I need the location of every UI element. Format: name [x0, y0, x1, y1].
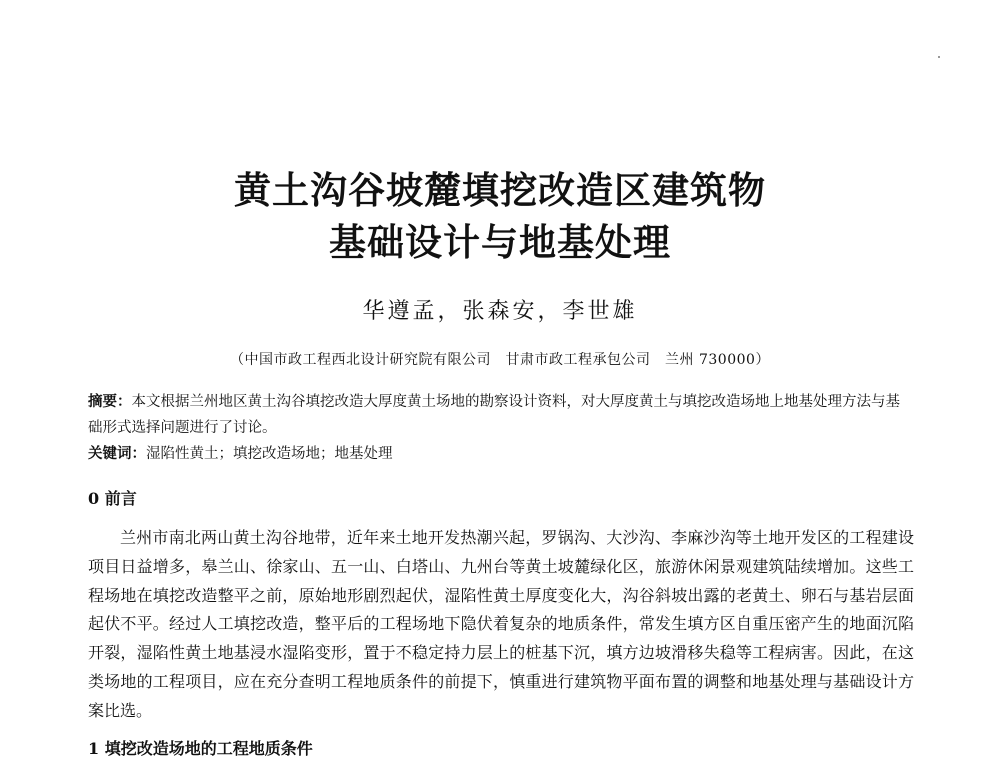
- authors: 华遵孟，张森安，李世雄: [362, 299, 638, 324]
- keywords-text: 湿陷性黄土；填挖改造场地；地基处理: [146, 446, 393, 462]
- abstract-label: 摘要：: [88, 393, 132, 410]
- keywords: [88, 442, 914, 466]
- scan-speck: [938, 56, 940, 58]
- paper-title-line-2: 基础设计与地基处理: [329, 220, 671, 264]
- section-body-0: 兰州市南北两山黄土沟谷地带，近年来土地开发热潮兴起，罗锅沟、大沙沟、李麻沙沟等土地开发区的工程建设项目日益增多，皋兰山、徐家山、五一山、白塔山、九州台等黄土坡麓绿化区，旅游休闲景观建筑陆续增加。这些工程场地在填挖改造整平之前，原始地形剧烈起伏，湿陷性黄土厚度变化大，沟谷斜坡出露的老黄土、卵石与基岩层面起伏不平。经过人工填挖改造，整平后的工程场地下隐伏着复杂的地质条件，常发生填方区自重压密产生的地面沉陷开裂，湿陷性黄土地基浸水湿陷变形，置于不稳定持力层上的桩基下沉，填方边坡滑移失稳等工程病害。因此，在这类场地的工程项目，应在充分查明工程地质条件的前提下，慎重进行建筑物平面布置的调整和地基处理与基础设计方案比选。: [88, 528, 914, 720]
- abstract-text: 本文根据兰州地区黄土沟谷填挖改造大厚度黄土场地的勘察设计资料，对大厚度黄土与填挖改造场地上地基处理方法与基础形式选择问题进行了讨论。: [88, 394, 900, 436]
- section-heading-1: 1 填挖改造场地的工程地质条件: [88, 739, 313, 758]
- paper-title-line-1: 黄土沟谷坡麓填挖改造区建筑物: [234, 168, 766, 212]
- section-heading-0: 0 前言: [88, 489, 137, 508]
- keywords-label: 关键词：: [88, 445, 146, 462]
- abstract: [88, 389, 914, 441]
- affiliation: （中国市政工程西北设计研究院有限公司 甘肃市政工程承包公司 兰州 730000）: [230, 352, 770, 368]
